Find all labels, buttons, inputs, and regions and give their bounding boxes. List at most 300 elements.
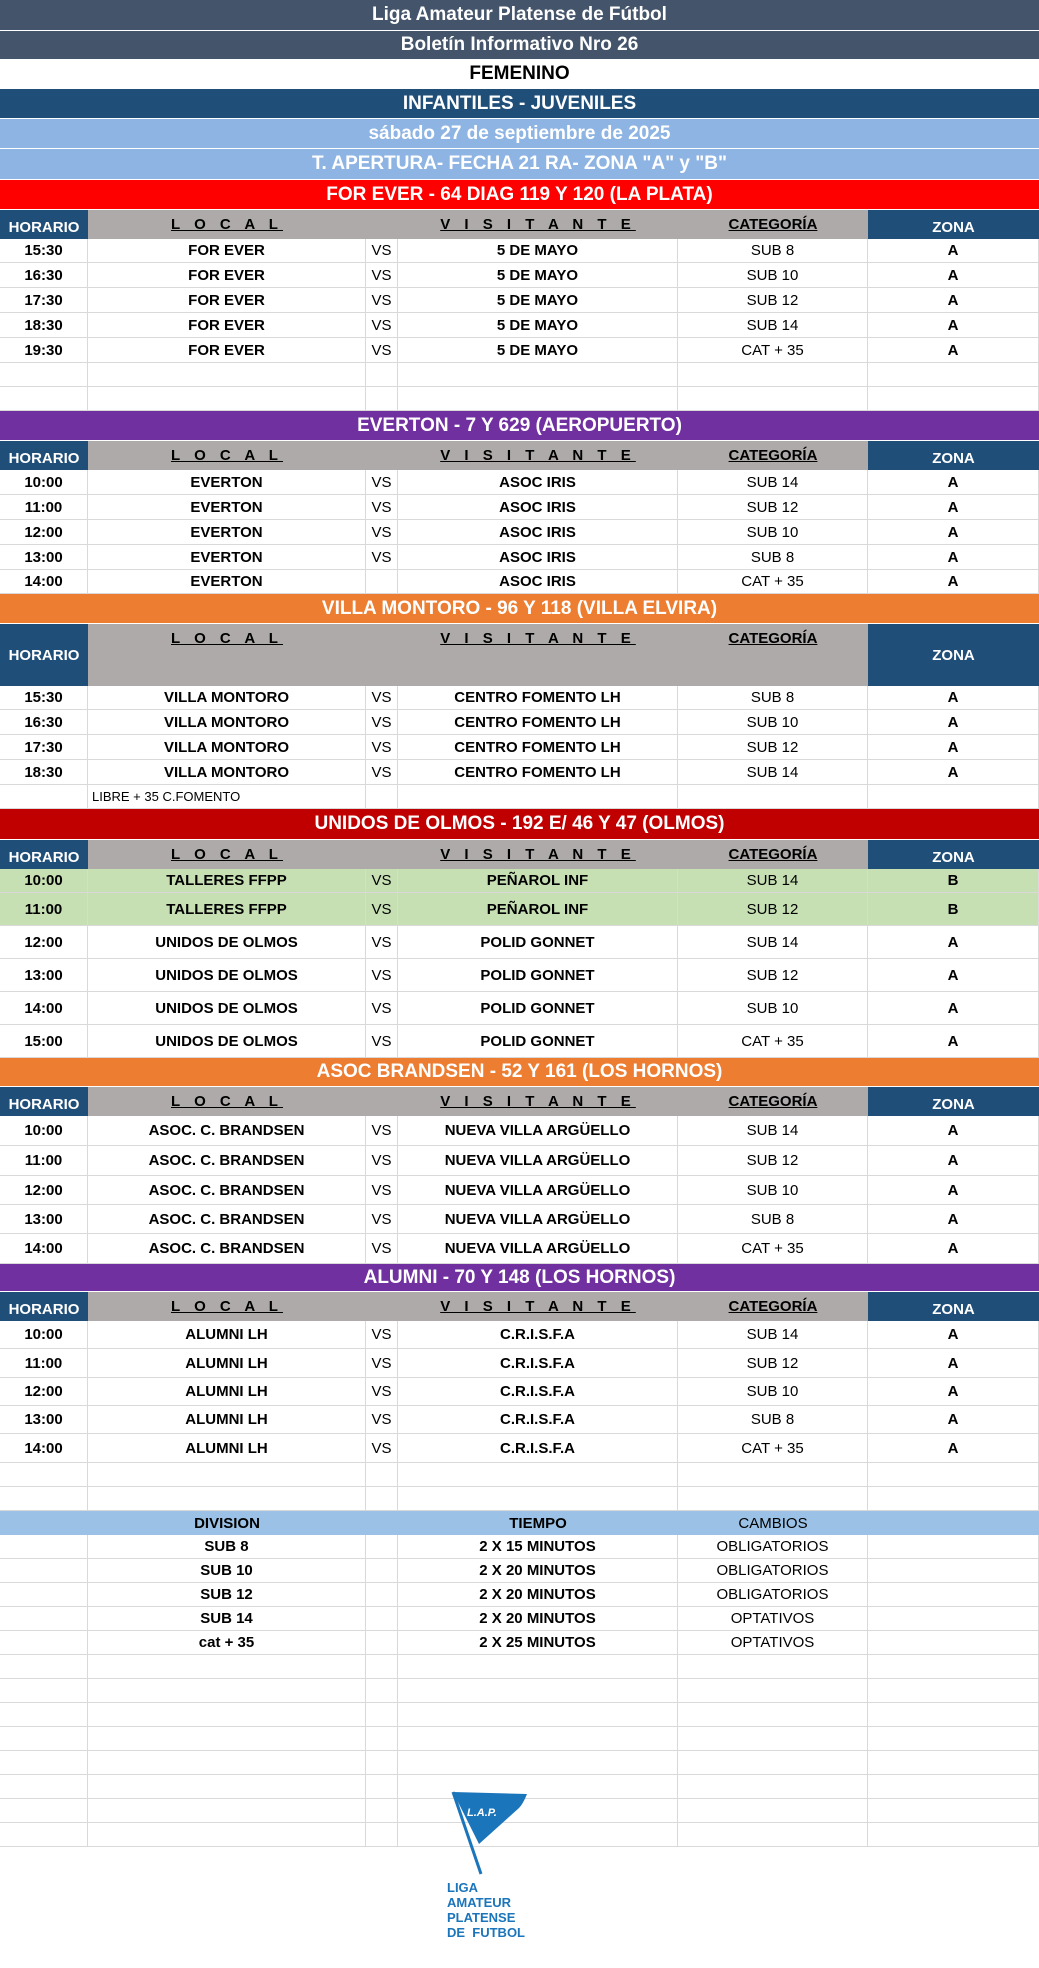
match-category: CAT + 35 [678, 1025, 868, 1058]
match-local-team: EVERTON [88, 570, 366, 594]
logo-line: LIGA [447, 1880, 479, 1895]
empty-cell [868, 785, 1039, 809]
match-category: CAT + 35 [678, 338, 868, 363]
table-header [0, 840, 1039, 869]
match-zone: A [868, 1116, 1039, 1146]
spacer-row [0, 1727, 1039, 1751]
empty-cell [868, 1607, 1039, 1631]
match-row [0, 570, 1039, 594]
summary-row [0, 1559, 1039, 1583]
empty-cell [868, 1535, 1039, 1559]
match-vs: VS [366, 545, 398, 570]
match-row [0, 545, 1039, 570]
match-vs: VS [366, 1146, 398, 1176]
spacer-row [0, 1487, 1039, 1511]
empty-cell [0, 1487, 88, 1511]
empty-cell [678, 785, 868, 809]
match-row [0, 893, 1039, 926]
match-time: 14:00 [0, 1234, 88, 1264]
match-category: SUB 14 [678, 470, 868, 495]
match-time: 17:30 [0, 288, 88, 313]
venue-section [0, 411, 1039, 594]
empty-cell [868, 387, 1039, 411]
match-vs: VS [366, 1025, 398, 1058]
summary-tiempo: 2 X 20 MINUTOS [398, 1559, 678, 1583]
table-header [0, 210, 1039, 239]
match-time: 14:00 [0, 992, 88, 1025]
match-visitor-team: C.R.I.S.F.A [398, 1434, 678, 1463]
match-time: 15:00 [0, 1025, 88, 1058]
empty-cell [366, 1679, 398, 1703]
pennant-icon [445, 1788, 535, 1878]
header-gap [366, 840, 398, 869]
empty-cell [868, 1487, 1039, 1511]
match-row [0, 760, 1039, 785]
empty-cell [398, 1655, 678, 1679]
match-zone: A [868, 926, 1039, 959]
summary-spacer [366, 1511, 398, 1535]
match-zone: A [868, 570, 1039, 594]
logo-line: PLATENSE [447, 1910, 516, 1925]
match-visitor-team: POLID GONNET [398, 1025, 678, 1058]
match-category: SUB 10 [678, 992, 868, 1025]
match-vs: VS [366, 1406, 398, 1434]
match-local-team: UNIDOS DE OLMOS [88, 992, 366, 1025]
match-visitor-team: ASOC IRIS [398, 520, 678, 545]
empty-cell [88, 363, 366, 387]
match-row [0, 1205, 1039, 1234]
bulletin-number: Boletín Informativo Nro 26 [0, 31, 1039, 60]
header-local: L O C A L [88, 1087, 366, 1116]
match-row [0, 470, 1039, 495]
header-categoria: CATEGORÍA [678, 1292, 868, 1321]
match-category: SUB 14 [678, 926, 868, 959]
match-category: SUB 8 [678, 239, 868, 263]
match-zone: B [868, 893, 1039, 926]
match-row [0, 1025, 1039, 1058]
empty-cell [868, 1583, 1039, 1607]
match-time: 10:00 [0, 470, 88, 495]
match-zone: A [868, 710, 1039, 735]
table-header [0, 1087, 1039, 1116]
header-categoria: CATEGORÍA [678, 441, 868, 470]
match-local-team: EVERTON [88, 520, 366, 545]
match-vs: VS [366, 1434, 398, 1463]
empty-cell [398, 1487, 678, 1511]
match-category: SUB 12 [678, 495, 868, 520]
empty-cell [88, 387, 366, 411]
header-zona: ZONA [868, 210, 1039, 239]
match-zone: A [868, 686, 1039, 710]
logo-line: AMATEUR [447, 1895, 512, 1910]
empty-cell [88, 1727, 366, 1751]
match-visitor-team: C.R.I.S.F.A [398, 1406, 678, 1434]
empty-cell [0, 1463, 88, 1487]
empty-cell [88, 1823, 366, 1847]
match-category: SUB 14 [678, 1321, 868, 1349]
match-zone: A [868, 992, 1039, 1025]
match-category: SUB 8 [678, 545, 868, 570]
logo-line: DE FUTBOL [447, 1925, 525, 1940]
match-category: SUB 10 [678, 520, 868, 545]
empty-cell [868, 1703, 1039, 1727]
summary-division: cat + 35 [88, 1631, 366, 1655]
match-zone: A [868, 735, 1039, 760]
match-time: 13:00 [0, 1406, 88, 1434]
match-visitor-team: POLID GONNET [398, 926, 678, 959]
empty-cell [366, 1463, 398, 1487]
match-local-team: VILLA MONTORO [88, 686, 366, 710]
match-local-team: UNIDOS DE OLMOS [88, 926, 366, 959]
header-horario: HORARIO [0, 624, 88, 686]
match-vs: VS [366, 1349, 398, 1378]
match-local-team: VILLA MONTORO [88, 760, 366, 785]
header-categoria: CATEGORÍA [678, 840, 868, 869]
match-visitor-team: ASOC IRIS [398, 570, 678, 594]
match-category: SUB 12 [678, 959, 868, 992]
empty-cell [0, 785, 88, 809]
empty-cell [678, 1727, 868, 1751]
match-zone: A [868, 545, 1039, 570]
summary-tiempo: 2 X 25 MINUTOS [398, 1631, 678, 1655]
match-zone: B [868, 869, 1039, 893]
venue-section [0, 594, 1039, 809]
header-horario: HORARIO [0, 210, 88, 239]
match-zone: A [868, 288, 1039, 313]
match-time: 13:00 [0, 959, 88, 992]
match-time: 12:00 [0, 520, 88, 545]
match-vs: VS [366, 239, 398, 263]
header-gap [366, 1292, 398, 1321]
match-vs: VS [366, 263, 398, 288]
table-header [0, 1292, 1039, 1321]
venue-section [0, 180, 1039, 411]
match-visitor-team: CENTRO FOMENTO LH [398, 686, 678, 710]
header-horario: HORARIO [0, 840, 88, 869]
empty-cell [88, 1655, 366, 1679]
match-time: 10:00 [0, 1321, 88, 1349]
match-category: SUB 12 [678, 893, 868, 926]
empty-cell [868, 1751, 1039, 1775]
summary-cambios: OBLIGATORIOS [678, 1535, 868, 1559]
match-visitor-team: C.R.I.S.F.A [398, 1349, 678, 1378]
match-category: SUB 14 [678, 1116, 868, 1146]
match-category: SUB 10 [678, 710, 868, 735]
empty-cell [678, 1703, 868, 1727]
match-zone: A [868, 239, 1039, 263]
match-category: SUB 10 [678, 263, 868, 288]
summary-division: SUB 10 [88, 1559, 366, 1583]
match-time: 19:30 [0, 338, 88, 363]
empty-cell [0, 387, 88, 411]
header-visitante: V I S I T A N T E [398, 441, 678, 470]
match-row [0, 926, 1039, 959]
summary-tiempo: 2 X 20 MINUTOS [398, 1583, 678, 1607]
match-zone: A [868, 338, 1039, 363]
empty-cell [88, 1799, 366, 1823]
spacer-row [0, 1655, 1039, 1679]
header-categoria: CATEGORÍA [678, 1087, 868, 1116]
match-local-team: TALLERES FFPP [88, 893, 366, 926]
match-time: 18:30 [0, 760, 88, 785]
match-zone: A [868, 760, 1039, 785]
empty-cell [366, 1535, 398, 1559]
match-vs: VS [366, 893, 398, 926]
summary-tiempo: 2 X 15 MINUTOS [398, 1535, 678, 1559]
match-visitor-team: PEÑAROL INF [398, 893, 678, 926]
match-time: 11:00 [0, 1349, 88, 1378]
match-local-team: ASOC. C. BRANDSEN [88, 1116, 366, 1146]
match-category: SUB 14 [678, 760, 868, 785]
match-local-team: ASOC. C. BRANDSEN [88, 1146, 366, 1176]
match-row [0, 1406, 1039, 1434]
venue-title: EVERTON - 7 Y 629 (AEROPUERTO) [0, 411, 1039, 441]
match-category: SUB 10 [678, 1378, 868, 1406]
venue-section [0, 1058, 1039, 1264]
empty-cell [398, 387, 678, 411]
match-row [0, 735, 1039, 760]
summary-row [0, 1631, 1039, 1655]
match-category: SUB 12 [678, 1349, 868, 1378]
empty-cell [868, 1679, 1039, 1703]
match-vs [366, 570, 398, 594]
match-row [0, 1378, 1039, 1406]
match-category: CAT + 35 [678, 570, 868, 594]
summary-header [0, 1511, 1039, 1535]
empty-cell [88, 1679, 366, 1703]
match-category: SUB 8 [678, 686, 868, 710]
header-categoria: CATEGORÍA [678, 210, 868, 239]
spacer-row [0, 1679, 1039, 1703]
match-local-team: EVERTON [88, 495, 366, 520]
empty-cell [366, 1703, 398, 1727]
match-local-team: ALUMNI LH [88, 1378, 366, 1406]
match-vs: VS [366, 959, 398, 992]
match-local-team: EVERTON [88, 470, 366, 495]
summary-cambios: OBLIGATORIOS [678, 1583, 868, 1607]
match-local-team: FOR EVER [88, 313, 366, 338]
match-time: 16:30 [0, 263, 88, 288]
match-category: SUB 12 [678, 1146, 868, 1176]
match-row [0, 869, 1039, 893]
category-title: FEMENINO [0, 60, 1039, 89]
match-local-team: FOR EVER [88, 288, 366, 313]
match-vs: VS [366, 710, 398, 735]
header-zona: ZONA [868, 624, 1039, 686]
empty-cell [0, 1607, 88, 1631]
match-time: 16:30 [0, 710, 88, 735]
summary-header-cambios: CAMBIOS [678, 1511, 868, 1535]
match-visitor-team: ASOC IRIS [398, 495, 678, 520]
match-vs: VS [366, 1234, 398, 1264]
match-row [0, 1116, 1039, 1146]
venue-note: LIBRE + 35 C.FOMENTO [88, 785, 366, 809]
match-vs: VS [366, 313, 398, 338]
match-time: 15:30 [0, 239, 88, 263]
empty-cell [366, 1631, 398, 1655]
match-visitor-team: C.R.I.S.F.A [398, 1378, 678, 1406]
spacer-row [0, 1463, 1039, 1487]
header-visitante: V I S I T A N T E [398, 1292, 678, 1321]
match-vs: VS [366, 1205, 398, 1234]
empty-cell [366, 1751, 398, 1775]
header-visitante: V I S I T A N T E [398, 1087, 678, 1116]
match-row [0, 686, 1039, 710]
match-time: 13:00 [0, 1205, 88, 1234]
match-row [0, 263, 1039, 288]
header-gap [366, 624, 398, 686]
header-visitante: V I S I T A N T E [398, 210, 678, 239]
table-header [0, 441, 1039, 470]
summary-division: SUB 14 [88, 1607, 366, 1631]
empty-cell [678, 1487, 868, 1511]
division-title: INFANTILES - JUVENILES [0, 89, 1039, 119]
table-header [0, 624, 1039, 686]
match-visitor-team: NUEVA VILLA ARGÜELLO [398, 1116, 678, 1146]
match-time: 11:00 [0, 1146, 88, 1176]
match-zone: A [868, 959, 1039, 992]
match-zone: A [868, 1406, 1039, 1434]
spacer-row [0, 387, 1039, 411]
empty-cell [868, 1559, 1039, 1583]
match-time: 14:00 [0, 570, 88, 594]
match-visitor-team: NUEVA VILLA ARGÜELLO [398, 1205, 678, 1234]
spacer-row [0, 363, 1039, 387]
summary-division: SUB 12 [88, 1583, 366, 1607]
match-date: sábado 27 de septiembre de 2025 [0, 119, 1039, 149]
match-row [0, 1321, 1039, 1349]
header-zona: ZONA [868, 1292, 1039, 1321]
match-time: 11:00 [0, 495, 88, 520]
empty-cell [0, 1727, 88, 1751]
empty-cell [398, 1751, 678, 1775]
match-visitor-team: ASOC IRIS [398, 545, 678, 570]
empty-cell [398, 785, 678, 809]
header-horario: HORARIO [0, 441, 88, 470]
match-zone: A [868, 1025, 1039, 1058]
match-vs: VS [366, 926, 398, 959]
match-local-team: FOR EVER [88, 263, 366, 288]
match-local-team: FOR EVER [88, 239, 366, 263]
match-local-team: ALUMNI LH [88, 1349, 366, 1378]
empty-cell [366, 1823, 398, 1847]
match-visitor-team: PEÑAROL INF [398, 869, 678, 893]
empty-cell [366, 1583, 398, 1607]
empty-cell [366, 1655, 398, 1679]
match-vs: VS [366, 992, 398, 1025]
league-title: Liga Amateur Platense de Fútbol [0, 0, 1039, 31]
match-vs: VS [366, 869, 398, 893]
empty-cell [678, 1679, 868, 1703]
header-zona: ZONA [868, 840, 1039, 869]
match-zone: A [868, 1349, 1039, 1378]
match-visitor-team: NUEVA VILLA ARGÜELLO [398, 1176, 678, 1205]
empty-cell [868, 1655, 1039, 1679]
empty-cell [88, 1775, 366, 1799]
match-time: 15:30 [0, 686, 88, 710]
empty-cell [366, 1775, 398, 1799]
summary-row [0, 1583, 1039, 1607]
summary-header-tiempo: TIEMPO [398, 1511, 678, 1535]
match-vs: VS [366, 1116, 398, 1146]
empty-cell [868, 1727, 1039, 1751]
match-local-team: ASOC. C. BRANDSEN [88, 1176, 366, 1205]
match-zone: A [868, 1176, 1039, 1205]
empty-cell [0, 363, 88, 387]
match-local-team: UNIDOS DE OLMOS [88, 959, 366, 992]
summary-division: SUB 8 [88, 1535, 366, 1559]
match-local-team: ALUMNI LH [88, 1406, 366, 1434]
match-row [0, 1434, 1039, 1463]
match-local-team: ASOC. C. BRANDSEN [88, 1205, 366, 1234]
empty-cell [678, 1463, 868, 1487]
match-visitor-team: 5 DE MAYO [398, 338, 678, 363]
match-zone: A [868, 263, 1039, 288]
empty-cell [678, 1655, 868, 1679]
match-category: SUB 8 [678, 1205, 868, 1234]
match-visitor-team: CENTRO FOMENTO LH [398, 710, 678, 735]
match-time: 10:00 [0, 1116, 88, 1146]
summary-cambios: OPTATIVOS [678, 1607, 868, 1631]
match-time: 12:00 [0, 1176, 88, 1205]
match-category: SUB 14 [678, 313, 868, 338]
venues-container [0, 180, 1039, 1511]
match-visitor-team: 5 DE MAYO [398, 263, 678, 288]
summary-spacer [868, 1511, 1039, 1535]
match-vs: VS [366, 338, 398, 363]
empty-cell [868, 363, 1039, 387]
header-horario: HORARIO [0, 1292, 88, 1321]
venue-title: UNIDOS DE OLMOS - 192 E/ 46 Y 47 (OLMOS) [0, 809, 1039, 840]
match-zone: A [868, 1378, 1039, 1406]
empty-cell [0, 1655, 88, 1679]
match-row [0, 520, 1039, 545]
empty-cell [88, 1487, 366, 1511]
match-zone: A [868, 313, 1039, 338]
match-visitor-team: ASOC IRIS [398, 470, 678, 495]
logo-wordmark [447, 1880, 525, 1940]
empty-cell [0, 1679, 88, 1703]
match-row [0, 288, 1039, 313]
empty-cell [366, 1487, 398, 1511]
venue-title: FOR EVER - 64 DIAG 119 Y 120 (LA PLATA) [0, 180, 1039, 210]
match-local-team: ALUMNI LH [88, 1321, 366, 1349]
empty-cell [88, 1751, 366, 1775]
header-local: L O C A L [88, 1292, 366, 1321]
header-gap [366, 210, 398, 239]
match-visitor-team: 5 DE MAYO [398, 313, 678, 338]
empty-cell [678, 1775, 868, 1799]
match-row [0, 1234, 1039, 1264]
venue-title: ALUMNI - 70 Y 148 (LOS HORNOS) [0, 1264, 1039, 1292]
empty-cell [398, 1727, 678, 1751]
empty-cell [366, 785, 398, 809]
match-row [0, 313, 1039, 338]
tournament-title: T. APERTURA- FECHA 21 RA- ZONA "A" y "B" [0, 149, 1039, 180]
match-vs: VS [366, 735, 398, 760]
header-local: L O C A L [88, 624, 366, 686]
empty-cell [366, 1559, 398, 1583]
empty-cell [88, 1703, 366, 1727]
empty-cell [0, 1583, 88, 1607]
header-gap [366, 1087, 398, 1116]
empty-cell [0, 1823, 88, 1847]
empty-cell [868, 1823, 1039, 1847]
match-category: SUB 14 [678, 869, 868, 893]
empty-cell [678, 1799, 868, 1823]
match-row [0, 1349, 1039, 1378]
empty-cell [398, 1679, 678, 1703]
